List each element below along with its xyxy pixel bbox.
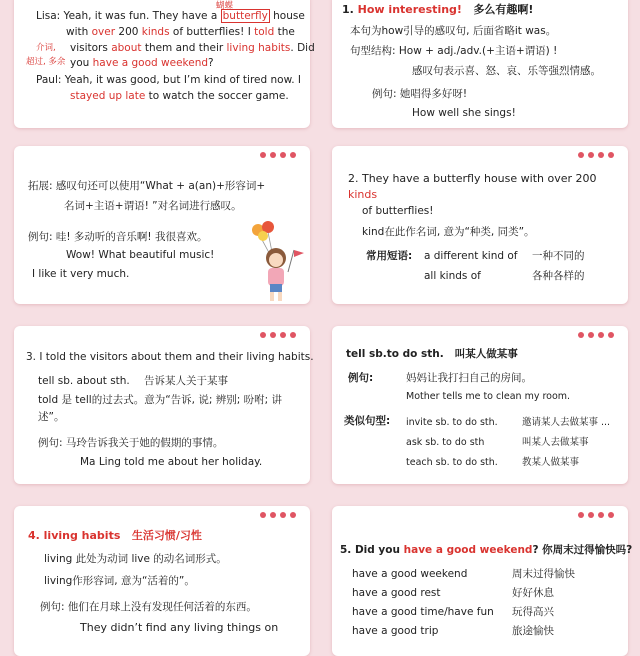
decor-dots: [578, 332, 614, 338]
dialogue-line: with over 200 kinds of butterflies! I told the: [66, 26, 295, 38]
annotation-meaning: 超过, 多余: [26, 57, 66, 67]
dialogue-line: you have a good weekend?: [70, 57, 214, 69]
text-line: I like it very much.: [32, 268, 130, 280]
text-line: 例句: 哇! 多动听的音乐啊! 我很喜欢。: [28, 231, 208, 243]
told-card: [14, 326, 314, 484]
phrase-en: all kinds of: [424, 270, 481, 282]
phrase-cn: 周末过得愉快: [512, 568, 575, 580]
text-line: Ma Ling told me about her holiday.: [80, 456, 263, 468]
similar-en: teach sb. to do sth.: [406, 457, 498, 468]
text-line: 3. I told the visitors about them and their living habits.: [26, 351, 314, 363]
text-line: 例句: 马玲告诉我关于她的假期的事情。: [38, 437, 224, 449]
similar-en: invite sb. to do sth.: [406, 417, 498, 428]
good-weekend-card: [332, 506, 633, 656]
living-habits-card: [14, 506, 310, 656]
phrase-cn: 各种各样的: [532, 270, 585, 282]
text-line: They didn’t find any living things on: [80, 621, 279, 634]
keyword-kinds: kinds: [348, 188, 378, 201]
card-title: 5. Did you have a good weekend? 你周末过得愉快吗?: [340, 544, 633, 556]
text-line: 2. They have a butterfly house with over 200: [348, 172, 597, 185]
card-title: 1. How interesting! 多么有趣啊!: [342, 3, 534, 16]
text-line: 例句: 她唱得多好呀!: [372, 88, 468, 100]
text-line: told 是 tell的过去式。意为“告诉, 说; 辨别; 吩咐; 讲: [38, 394, 282, 406]
example-en: Mother tells me to clean my room.: [406, 391, 571, 402]
phrase-en: a different kind of: [424, 250, 518, 262]
dialogue-line: stayed up late to watch the soccer game.: [70, 90, 289, 102]
phrase-cn: 玩得高兴: [512, 606, 554, 618]
expansion-card: [14, 146, 310, 304]
phrase-en: tell sb. about sth.: [38, 375, 130, 387]
text-line: How well she sings!: [412, 107, 516, 119]
text-line: living作形容词, 意为“活着的”。: [44, 575, 195, 587]
phrase-en: have a good rest: [352, 587, 441, 599]
phrase-label: 常用短语:: [366, 250, 413, 262]
how-interesting-card: [332, 0, 628, 128]
similar-label: 类似句型:: [344, 415, 391, 427]
text-line: living 此处为动词 live 的动名词形式。: [44, 553, 227, 565]
card-title: 4. living habits 生活习惯/习性: [28, 529, 202, 542]
text-line: of butterflies!: [362, 205, 434, 217]
text-line: 例句: 他们在月球上没有发现任何活着的东西。: [40, 601, 257, 613]
dialogue-card: [14, 0, 315, 128]
phrase-cn: 告诉某人关于某事: [144, 375, 228, 387]
phrase-cn: 好好休息: [512, 587, 554, 599]
similar-cn: 教某人做某事: [522, 457, 580, 468]
similar-cn: 邀请某人去做某事 ...: [522, 417, 611, 428]
dialogue-line: Paul: Yeah, it was good, but I’m kind of tired now. I: [36, 74, 301, 86]
text-line: 拓展: 感叹句还可以使用“What + a(an)+形容词+: [28, 180, 266, 192]
text-line: 句型结构: How + adj./adv.(+主语+谓语) !: [350, 45, 558, 57]
phrase-en: have a good trip: [352, 625, 439, 637]
kinds-card: [332, 146, 628, 304]
text-line: 述”。: [38, 411, 65, 423]
phrase-en: have a good time/have fun: [352, 606, 494, 618]
card-title: tell sb.to do sth. 叫某人做某事: [346, 348, 518, 360]
text-line: 本句为how引导的感叹句, 后面省略it was。: [350, 25, 557, 37]
similar-cn: 叫某人去做某事: [522, 437, 589, 448]
phrase-cn: 一种不同的: [532, 250, 585, 262]
annotation-preposition: 介词,: [36, 43, 56, 53]
dialogue-line: Lisa: Yeah, it was fun. They have a butterfly house: [36, 10, 305, 22]
decor-dots: [578, 152, 614, 158]
decor-dots: [260, 152, 296, 158]
phrase-cn: 旅途愉快: [512, 625, 554, 637]
annotation-butterfly: 蝴蝶: [216, 1, 234, 11]
text-line: 感叹句表示喜、怒、哀、乐等强烈情感。: [412, 65, 601, 77]
decor-dots: [260, 332, 296, 338]
tell-sb-card: [332, 326, 628, 484]
dialogue-line: visitors about them and their living habits. Did: [70, 42, 315, 54]
girl-with-balloons-illustration: [246, 220, 306, 304]
phrase-en: have a good weekend: [352, 568, 468, 580]
text-line: kind在此作名词, 意为“种类, 同类”。: [362, 226, 535, 238]
decor-dots: [260, 512, 296, 518]
example-label: 例句:: [348, 372, 374, 384]
decor-dots: [578, 512, 614, 518]
text-line: 名词+主语+谓语! ”对名词进行感叹。: [64, 200, 242, 212]
similar-en: ask sb. to do sth: [406, 437, 485, 448]
example-cn: 妈妈让我打扫自己的房间。: [406, 372, 532, 384]
text-line: Wow! What beautiful music!: [66, 249, 215, 261]
